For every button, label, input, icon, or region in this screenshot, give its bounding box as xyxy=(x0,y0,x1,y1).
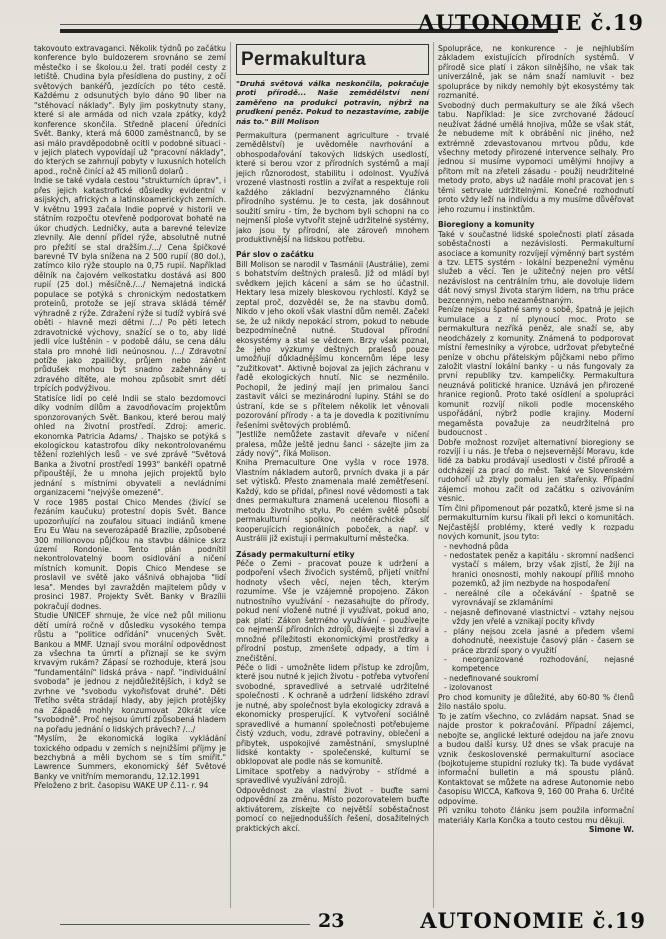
page-footer xyxy=(0,908,666,939)
article-body-middle xyxy=(236,131,429,833)
section-heading: Bioregiony a komunity xyxy=(438,220,535,230)
paragraph: V roce 1985 postal Chico Mendes (živící se řezáním kaučuku) protestní dopis Svět. Bance upozorňující na zoufalou situaci indiánů kmene Eru Eu Wau na severozápadě Brazílie, způsobené 300 milionovou půjčkou na stavbu dálnice skrz území Rondonie. Tento plán podnítil nekontrolovatelný boom osidlování a ničení místních komunit. Dopis Chico Mendese se proslavil ve světě jako vášnivá obhajoba "lidí lesa". Mendes byl zavražděn majitelem půdy v prosinci 1987. Projekty Svět. Banky v Brazílii pokračují dodnes. xyxy=(34,497,226,611)
footer-rule xyxy=(60,924,310,925)
paragraph: Odpovědnost za vlastní život - buďte sami odpovědní za změnu. Místo pozorovatelem buďte aktivátorem, získejte co největší soběstačnost pomocí co nejjednodušších řešení, dosažitelných praktických akcí. xyxy=(236,785,429,833)
paragraph: Peníze nejsou špatné samy o sobě, špatná je jejich kumulace a z ní plynoucí moc. Proto se permakultura nezříká peněz, ale snaží se, aby neodcházely z komunity. Známená to podporovat místní řemeslníky a výrobce, udržovat přebytečné peníze v obchu přátelským půjčkami nebo přímo založit vlastní lokální banky - u nás fungovaly za první republiky tzv. kampeličky. Permakultura neuznává politické hranice. Uznává jen přirozené hranice regionů. Proto také osídlení a spolupráci komunit rozvíjí nikoli podle mocenského uspořádání, nýbrž podle krajiny. Moderní megaměsta považuje za neudržitelná pro budoucnost . xyxy=(438,305,634,438)
paragraph: "Myslím, že ekonomická logika vykládání toxického odpadu v zemích s nejnižšími příjmy je bezchybná a měli bychom se s tím smířit." Lawrence Summers, ekonomický šéf Světové Banky ve vnitřním memorandu, 12.12.1991 xyxy=(34,734,226,781)
column-middle xyxy=(236,44,429,833)
paragraph: Kniha Premaculture One vyšla v roce 1978. Vlastním nákladem autorů, prvních dvaka ji a pár set výtisků. Přesto znamenala malé zemětřesení. Každý, kdo se přidal, přinesl nové vědomosti a tak dnes permakultura znamená ucelenou filosofii a metodu životního stylu. Po celém světě působí permakulturní spolkov, neotěrachické síť kooperujících regionálních poboček, a např. v Austrálii již existují i permakulturní městečka. xyxy=(236,458,429,544)
paragraph: Péče o lidi - umožněte lidem přístup ke zdrojům, které jsou nutné k jejich životu - potřeba vytvoření svobodné, spravedlivé a setrvalé udržitelné společnosti . K ochraně a udržení lidského zdraví je nutné, aby společnost byla ekologicky zdravá a ekonomicky prosperující. K vytvoření sociálně spravedlivé a humanní společnosti potřebujeme čistý vzduch, vodu, zdravé potraviny, oblečení a přibytek, uspokojivé zaměstnání, smysluplné lidské kontakty - společenské, kulturní se obklopovat ale podle nás se komunitě. xyxy=(236,662,429,767)
magazine-logo-footer: AUTONOMIE č.19 xyxy=(420,908,646,933)
paragraph: Spolupráce, ne konkurence - je nejhlubším základem existujících přírodních systémů. V přírodě sice platí i zákon silnějšího, ne však tak univerzálně, jak se nám snaží namluvit - bez spolupráce by nikdy nemohly být ekosystémy tak rozmanité. xyxy=(438,44,634,101)
page-header xyxy=(0,6,666,42)
author-signature: Simone W. xyxy=(588,825,634,835)
paragraph: Pro chod komunity je důležité, aby 60-80 % členů žilo nastálo spolu. xyxy=(438,692,634,712)
list-item: - nereálné cíle a očekávání - špatně se vyrovnávají se zklamáními xyxy=(444,588,634,608)
article-intro: "Druhá světová válka neskončila, pokračuje proti přírodě... Naše zemědělství není zaměřeno na produkci potravin, nýbrž na prudkení peněz. Pokud to nezastavíme, zabije nás to." Bill Molison xyxy=(236,79,429,126)
list-item: - izolovanost xyxy=(444,683,493,693)
list-item: - plány nejsou zcela jasné a předem všemi dohodnuté, neexistuje časový plán - časem se práce zbrzdí spory o využití xyxy=(444,626,634,655)
paragraph: Permakultura (permanent agriculture - trvalé zemědělství) je uvědoměle navrhování a obhospodařování takových lidských usedlostí, které si berou vzor z přírodních systémů a mají jejich různorodost, stabilitu i odolnost. Využívá vrozené vlastnosti rostlin a zvířat a respektuje roli každého základní bezvýznamného článku přírodního systému. Je to cesta, jak dosáhnout soužití smíru - tím, že bychom byli schopni na co nejmenší ploše vytvořit stejně udržitelné systémy, jako jsou ty přírodní, ale zároveň mnohem produktivnější na lidskou potřebu. xyxy=(236,131,429,245)
paragraph: Při vzniku tohoto článku jsem použila informační materiály Karla Končka a touto cestou mu děkuji. xyxy=(438,806,634,825)
magazine-logo: AUTONOMIE č.19 xyxy=(418,10,644,35)
list-item: - nedefinované soukromí xyxy=(444,673,539,683)
paragraph: Svobodný duch permakultury se ale žíká všech tabu. Například: Je sice zvrchované žádoucí neužívat žádné umělá hnojiva, může se však stát, že nebudeme mít k obrábění nic jiného, než extrémně zdevastovanou mrtvou půdu, kde všechny metody přirozené intervence selhaly. Pro jednou si musíme vypomoci umělými hnojivy a přitom mít na zřeteli zásadu - použij neudržitelné metody proto, abys už nadále mohl pracovat jen s těmi setrvale udržitelnými. Konečné rozhodnutí proto vždy leží na individu a my musíme důvěřovat jeho rozumu i instinktům. xyxy=(438,100,634,214)
paragraph: Přeloženo z brit. časopisu WAKE UP č.11- r. 94 xyxy=(34,781,209,791)
list-item: - neorganizované rozhodování, nejasné kompetence xyxy=(444,655,634,674)
paragraph: "Jestliže nemůžete zastavit dřevaře v ničení pralesa, může ještě jednu šanci - sázejte jim za zády nový", říká Molison. xyxy=(236,430,429,458)
paragraph: Tím člni připomenout pár pozatků, které jsme si na permakulturním kursu říkali při lekci o komunitách. Nejčastější problémy, které vedly k rozpadu nových komunit, jsou tyto: xyxy=(438,503,634,542)
article-title-box xyxy=(236,44,429,75)
paragraph: Indie se také vydala cestou "strukturních úprav", i přes jejich katastrofické důsledky evidentní v asijských, afrických a latinskoamerických zemích. V květnu 1993 začala Indie poprvé v historii ve státním rozpočtu otevřeně podporovat bohaté na úkor chudých. Ledničky, auta a barevné televize zlevnily. Ale denní přídel rýže, absolutně nutné pro přežití se stal dražším./.../ Cena špičkové barevné TV byla snížena na 2 500 rupií (80 dol.), zatímco kilo rýže stouplo na 0,75 rupií. Například dělník na čajovém velkostatku dostává asi 800 rupií (25 dol.) měsíčně./.../ Nemajetná indická populace se potýká s chronickým nedostatkem proteinů, protože se její strava skládá téměř výhradně z rýže. Zdražení rýže si tudíž vybírá své oběti - hlavně mezi dětmi /.../ Po pěti letech zdravotnické výchovy, snažící se o to, aby lidé jedli více luštěnin - v podobě dálu, se cena dálu stala pro mnohé lidi neúnosnou. /.../ Zdravotní potíže jako zpailičky, průjem nebo záněnt průdušek mohou být snadno zažehnány u zdravého dítěte, ale mohou způsobit smrt dětí trpících podvýživou. xyxy=(34,176,226,394)
list-item: - nevhodná půda xyxy=(444,541,509,551)
column-left xyxy=(34,44,226,791)
column-right xyxy=(438,44,634,835)
column-separator xyxy=(230,42,231,908)
article-title: Permakultura xyxy=(241,49,367,70)
list-item: - nejasně definované vlastnictví - vztahy nejsou vždy jen vřelé a vznikají pocity křivdy xyxy=(444,607,634,627)
list-item: - nedostatek peněz a kapitálu - skromní nadšenci vystačí s málem, brzy však zjistí, že žijí na hranici onosnosti, mohly nakoupí příliš mnoho pozemků, až jim nezbyde na hospodaření xyxy=(444,551,634,589)
section-heading: Zásady permakulturní etiky xyxy=(236,549,355,559)
paragraph: Studie UNICEF shrnuje, že více než půl milionu dětí umírá ročně v důsledku vysokého tempa růstu a "politice odřídání" vnucených Svět. Bankou a MMF. Uznají svou morální odpovědnost za všechna ta úmrtí a přiznají se ke svým krvavým rukám? Zápasí se rozhoduje, která jsou "fundamentální" lidská práva - např. "individuální svoboda" je jednou z nejdůležitějších, i když se zvrhne ve "svobodu vykořisťovat druhé". Děti Třetího světa strádají hlady, aby jejich protějšky na Západě mohly konzumovat 20krát více "svobodně". Proč nejsou úmrtí způsobená hladem na pořadu jednání o lidských právech? /.../ xyxy=(34,611,226,734)
page-number: 23 xyxy=(318,910,345,932)
paragraph: Statisíce lidí po celé Indii se stalo bezdomovci díky vodním dílům a zavodňovacím projektům sponzorovaných Svět. Bankou, které berou malý ohled na životní prostředí. Zdroj: americ. ekonomka Patricia Adams/ . Thajsko se potýká s ekologickou katastrofou díky nekontrolovanému těžení rozlehlých lesů - ve své zprávě "Světová Banka a životní prostředí 1993" bankéři opatrně připouštějí, že u mnoha jejich projektů bylo jednání s místními obyvateli a nevládními organizacemi "nejvýše omezené". xyxy=(34,393,226,498)
paragraph: takovouto extravaganci. Několik týdnů po začátku konference bylo buldozerem srovnáno se zemí městečko i se školou.u žel. trati podél cesty z letiště. Chudina byla přesídlena do pustiny, z očí světových bankéřů, jezdících po této cestě. Každému z odsunutých bylo dáno 90 liber na "stěhovací náklady". Byly jim poskytnuty stany, které si ale armáda od nich vzala zpátky, když konference skončila. Středně placení úředníci Svět. Banky, která má 6000 zaměstnanců, by se asi málo pravděpodobně ocitli v podobné situaci - v jejich platech vypovídají už "pracovní náklady", do kterých se zahrnují pobyty v luxusních hotelích apod., ročně činící až 45 milionů dolarů . xyxy=(34,44,226,176)
section-heading: Pár slov o začátku xyxy=(236,250,314,260)
column-separator xyxy=(433,42,434,908)
paragraph: Bill Molison se narodil v Tasmánii (Austrálie), zemi s bohatstvím deštných pralesů. Již od mládí byl svědkem jejich kácení a sám se ho účastnil. Hektary lesa mizely bleskovou rychlostí. Když se zeptal proč, dozvěděl se, že na stavbu domů. Nikdo v jeho okolí však vlastní dům neměl. Začekl se, že už nikdy nepokácí strom, pokud to nebude bezpodmínečně nutné. Studoval přírodní ekosystémy a stal se vědcem. Brzy však poznal, že jeho výzkumy deštných pralesů pouze umožňují důkladnějšímu koncernům lépe lesy "zužitkovat". Aktivně bojoval za jejich záchranu v řadě ekologických hnutí. Nic se nezměnilo. Pochopil, že jediný mají jen primalou šanci zastavit válci se mezinárodní lupiny. Stáhl se do ústraní, kde se s přítelem několik let věnovali pozorování přírody - a ta je dovedla k pozitivnímu řešeními světových problémů. xyxy=(236,259,429,430)
paragraph: To je zatím všechno, co zvládám napsat. Snad se najde prostor k pokračování. Případní zájemci, nebojte se, anglické lekturé odejdou na jaře znovu a budou další kursy. Už dnes se však pracuje na vznik československé permakulturní asociace (bojkotujeme stupidní rozluky tk). Ta bude vydávat informační bulletin a má spoustu plánů. Kontaktovat se můžete na adrese Autonomie nebo časopisu WICCA, Kafkova 9, 160 00 Praha 6. Určité odpovíme. xyxy=(438,711,634,806)
paragraph: Dobře možnost rozvíjet alternativní bioregiony se rozvíjí i u nás. Je třeba o nejsevernější Moravu, kde lidé za babku prodávají usedlosti v čisté přírodě a odcházejí za prací do měst. Také ve Slovenském rudohoří už zbyly pomalu jen stařenky. Případní zájemci mohou začít od začátku s ozivováním vesnic. xyxy=(438,437,634,504)
paragraph: Také v součastné lidské společnosti platí zásada soběstačnosti a nezávislosti. Permakulturní asociace a komunity rozvíjejí výměnný bart systém a tzv. LETS systém - lokální bezpenežní výměnu služeb a věcí. Ten je užitečný nejen pro větší nezávislost na centrálním trhu, ale dovoluje lidem dát nový smysl života starým lidem, na trhu práce bezcenným, nebo nezaměstnaným. xyxy=(438,229,634,305)
paragraph: Péče o Zemi - pracovat pouze k udržení a podpoření všech živočich systémů, přijetí vnitřní hodnoty všech věcí, nejen těch, kterým rozumíme. Vše je vzájemně propojeno. Zákon nutnostního využívání - nezasahujte do přírody, pokud není vloženě nutné ji využívat, pokud ano, pak platí: Zákon šetrného využívání - používejte co nejmenší přírodních zdrojů, dávejte si zdraví a množné příležitosti ekonomickými prostředky a přírodní postup, zmenšete odpady, a tím i znečištění. xyxy=(236,558,429,663)
paragraph: Limitace spotřeby a nadvýroby - střídmé a spravedlivé využívání zdrojů. xyxy=(236,766,429,786)
